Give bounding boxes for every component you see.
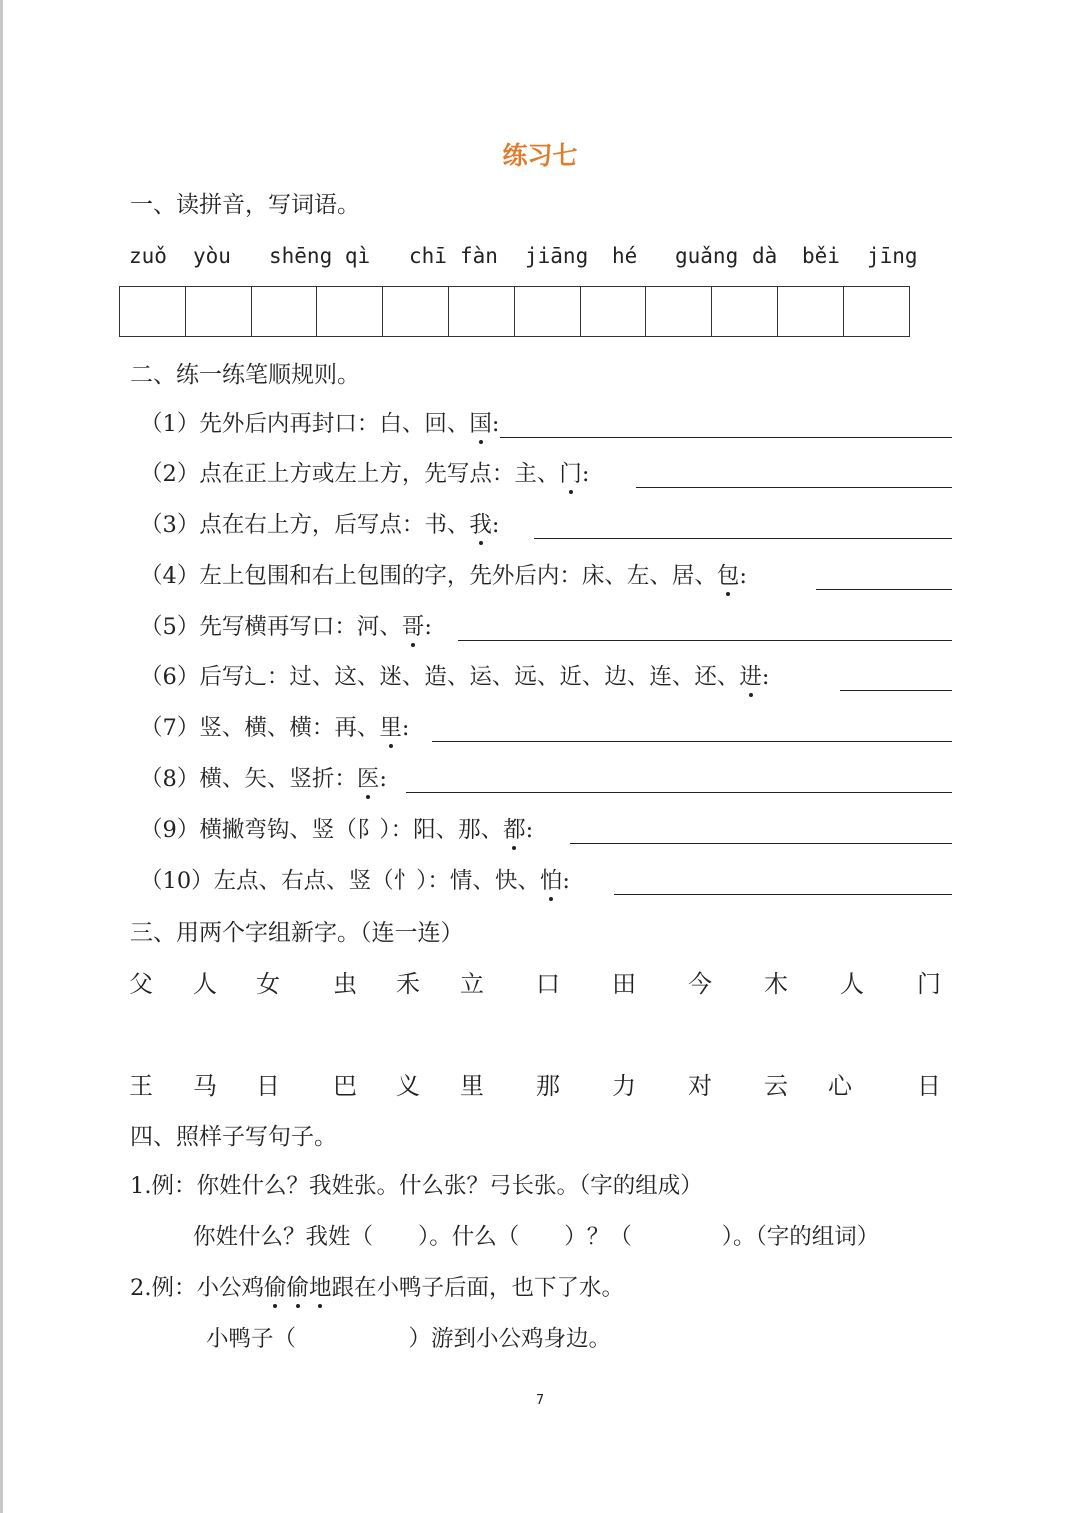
rule-row-8 [140, 761, 952, 795]
rule-colon: : [739, 563, 747, 589]
dotted-char: 偷 [286, 1270, 309, 1302]
char-top-3[interactable]: 女 [256, 970, 280, 998]
char-top-6[interactable]: 立 [460, 970, 484, 998]
top-char-row [0, 964, 1080, 1000]
rule-text: （1）先外后内再封口：白、回、 [140, 411, 470, 437]
example-2-pre: 2.例：小公鸡 [130, 1275, 264, 1301]
char-top-5[interactable]: 禾 [396, 970, 420, 998]
rule-text: （3）点在右上方，后写点：书、 [140, 512, 470, 538]
writing-box[interactable] [712, 286, 778, 337]
char-top-4[interactable]: 虫 [333, 970, 357, 998]
writing-box[interactable] [449, 286, 515, 337]
dotted-char: 怕 [540, 863, 563, 895]
rule-row-6 [140, 659, 952, 693]
writing-box[interactable] [252, 286, 318, 337]
rule-text: （5）先写横再写口：河、 [140, 614, 402, 640]
writing-box[interactable] [844, 286, 910, 337]
rule-row-9 [140, 812, 952, 846]
answer-line[interactable] [458, 640, 952, 641]
char-bottom-2[interactable]: 马 [193, 1072, 217, 1100]
char-bottom-8[interactable]: 力 [612, 1072, 636, 1100]
pinyin-6: hé [612, 244, 638, 268]
section3-heading: 三、用两个字组新字。（连一连） [130, 920, 464, 946]
dotted-char: 偷 [264, 1270, 287, 1302]
dotted-char: 门 [559, 456, 582, 488]
pinyin-10: jīng [867, 244, 918, 268]
rule-text: （2）点在正上方或左上方，先写点：主、 [140, 461, 560, 487]
dotted-char: 国 [469, 406, 492, 438]
writing-box[interactable] [186, 286, 252, 337]
char-bottom-10[interactable]: 云 [764, 1072, 788, 1100]
rule-text: （6）后写辶：过、这、迷、造、运、远、近、边、连、还、 [140, 664, 740, 690]
pinyin-1: yòu [193, 244, 231, 268]
example-2-post: 跟在小鸭子后面，也下了水。 [331, 1275, 625, 1301]
rule-colon: : [525, 817, 534, 843]
rule-row-5 [140, 609, 952, 643]
pinyin-9: běi [802, 244, 840, 268]
section2-heading: 二、练一练笔顺规则。 [130, 362, 360, 388]
char-bottom-5[interactable]: 义 [396, 1072, 420, 1100]
rule-colon: : [562, 868, 570, 894]
rule-colon: : [581, 461, 590, 487]
dotted-char: 都 [503, 812, 526, 844]
dotted-char: 包 [717, 558, 740, 590]
answer-line[interactable] [500, 437, 952, 438]
rule-colon: : [379, 766, 387, 792]
char-top-7[interactable]: 口 [536, 970, 560, 998]
answer-line[interactable] [534, 538, 952, 539]
answer-line[interactable] [816, 589, 952, 590]
char-bottom-9[interactable]: 对 [688, 1072, 712, 1100]
rule-text: （7）竖、横、横：再、 [140, 715, 380, 741]
writing-box[interactable] [646, 286, 712, 337]
dotted-char: 我 [469, 507, 492, 539]
rule-colon: : [491, 512, 500, 538]
example-1-fill[interactable]: 你姓什么？我姓（ ）。什么（ ）？（ ）。（字的组词） [193, 1224, 880, 1250]
pinyin-row [0, 244, 1080, 278]
char-top-2[interactable]: 人 [193, 970, 217, 998]
char-bottom-6[interactable]: 里 [460, 1072, 484, 1100]
example-1: 1.例：你姓什么？我姓张。什么张？弓长张。（字的组成） [130, 1173, 703, 1199]
writing-box[interactable] [317, 286, 383, 337]
answer-line[interactable] [636, 487, 952, 488]
answer-line[interactable] [840, 690, 952, 691]
answer-line[interactable] [570, 843, 952, 844]
section4-heading: 四、照样子写句子。 [130, 1124, 337, 1150]
page-edge [0, 0, 3, 1513]
section1-heading: 一、读拼音，写词语。 [130, 192, 360, 218]
char-bottom-1[interactable]: 王 [129, 1072, 153, 1100]
pinyin-0: zuǒ [129, 244, 167, 268]
rule-text: （10）左点、右点、竖（忄）：情、快、 [140, 868, 540, 894]
rule-text: （4）左上包围和右上包围的字，先外后内：床、左、居、 [140, 563, 717, 589]
char-top-8[interactable]: 田 [612, 970, 636, 998]
answer-line[interactable] [432, 741, 952, 742]
dotted-char: 地 [309, 1270, 332, 1302]
rule-colon: : [761, 664, 770, 690]
char-top-9[interactable]: 今 [688, 970, 712, 998]
char-bottom-3[interactable]: 日 [256, 1072, 280, 1100]
dotted-char: 哥 [402, 609, 425, 641]
bottom-char-row [0, 1066, 1080, 1102]
example-2-fill[interactable]: 小鸭子（ ）游到小公鸡身边。 [206, 1326, 612, 1352]
pinyin-3: chī [409, 244, 447, 268]
writing-box[interactable] [581, 286, 647, 337]
rule-text: （8）横、矢、竖折： [140, 766, 357, 792]
writing-box[interactable] [383, 286, 449, 337]
dotted-char: 里 [379, 710, 402, 742]
char-top-11[interactable]: 人 [840, 970, 864, 998]
rule-row-3 [140, 507, 952, 541]
writing-box[interactable] [515, 286, 581, 337]
rule-row-10 [140, 863, 952, 897]
dotted-char: 医 [357, 761, 380, 793]
rule-colon: : [401, 715, 410, 741]
writing-box[interactable] [778, 286, 844, 337]
char-top-10[interactable]: 木 [764, 970, 788, 998]
char-bottom-4[interactable]: 巴 [333, 1072, 357, 1100]
answer-line[interactable] [406, 792, 952, 793]
page-number: 7 [535, 1393, 545, 1408]
rule-row-2 [140, 456, 952, 490]
rule-row-1 [140, 406, 952, 440]
char-bottom-12[interactable]: 日 [917, 1072, 941, 1100]
rule-colon: : [424, 614, 432, 640]
writing-box[interactable] [120, 286, 186, 337]
pinyin-8: dà [752, 244, 778, 268]
example-2 [130, 1270, 624, 1302]
dotted-char: 进 [739, 659, 762, 691]
char-bottom-11[interactable]: 心 [828, 1072, 852, 1100]
answer-line[interactable] [614, 894, 952, 895]
rule-text: （9）横撇弯钩、竖（阝）：阳、那、 [140, 817, 504, 843]
pinyin-7: guǎng [675, 244, 739, 268]
rule-colon: : [491, 411, 500, 437]
pinyin-4: fàn [460, 244, 498, 268]
page-title: 练习七 [502, 141, 578, 170]
writing-grid [119, 286, 910, 337]
rule-row-7 [140, 710, 952, 744]
pinyin-2: shēng qì [269, 244, 371, 268]
char-top-12[interactable]: 门 [917, 970, 941, 998]
char-top-1[interactable]: 父 [129, 970, 153, 998]
char-bottom-7[interactable]: 那 [536, 1072, 560, 1100]
pinyin-5: jiāng [525, 244, 589, 268]
rule-row-4 [140, 558, 952, 592]
